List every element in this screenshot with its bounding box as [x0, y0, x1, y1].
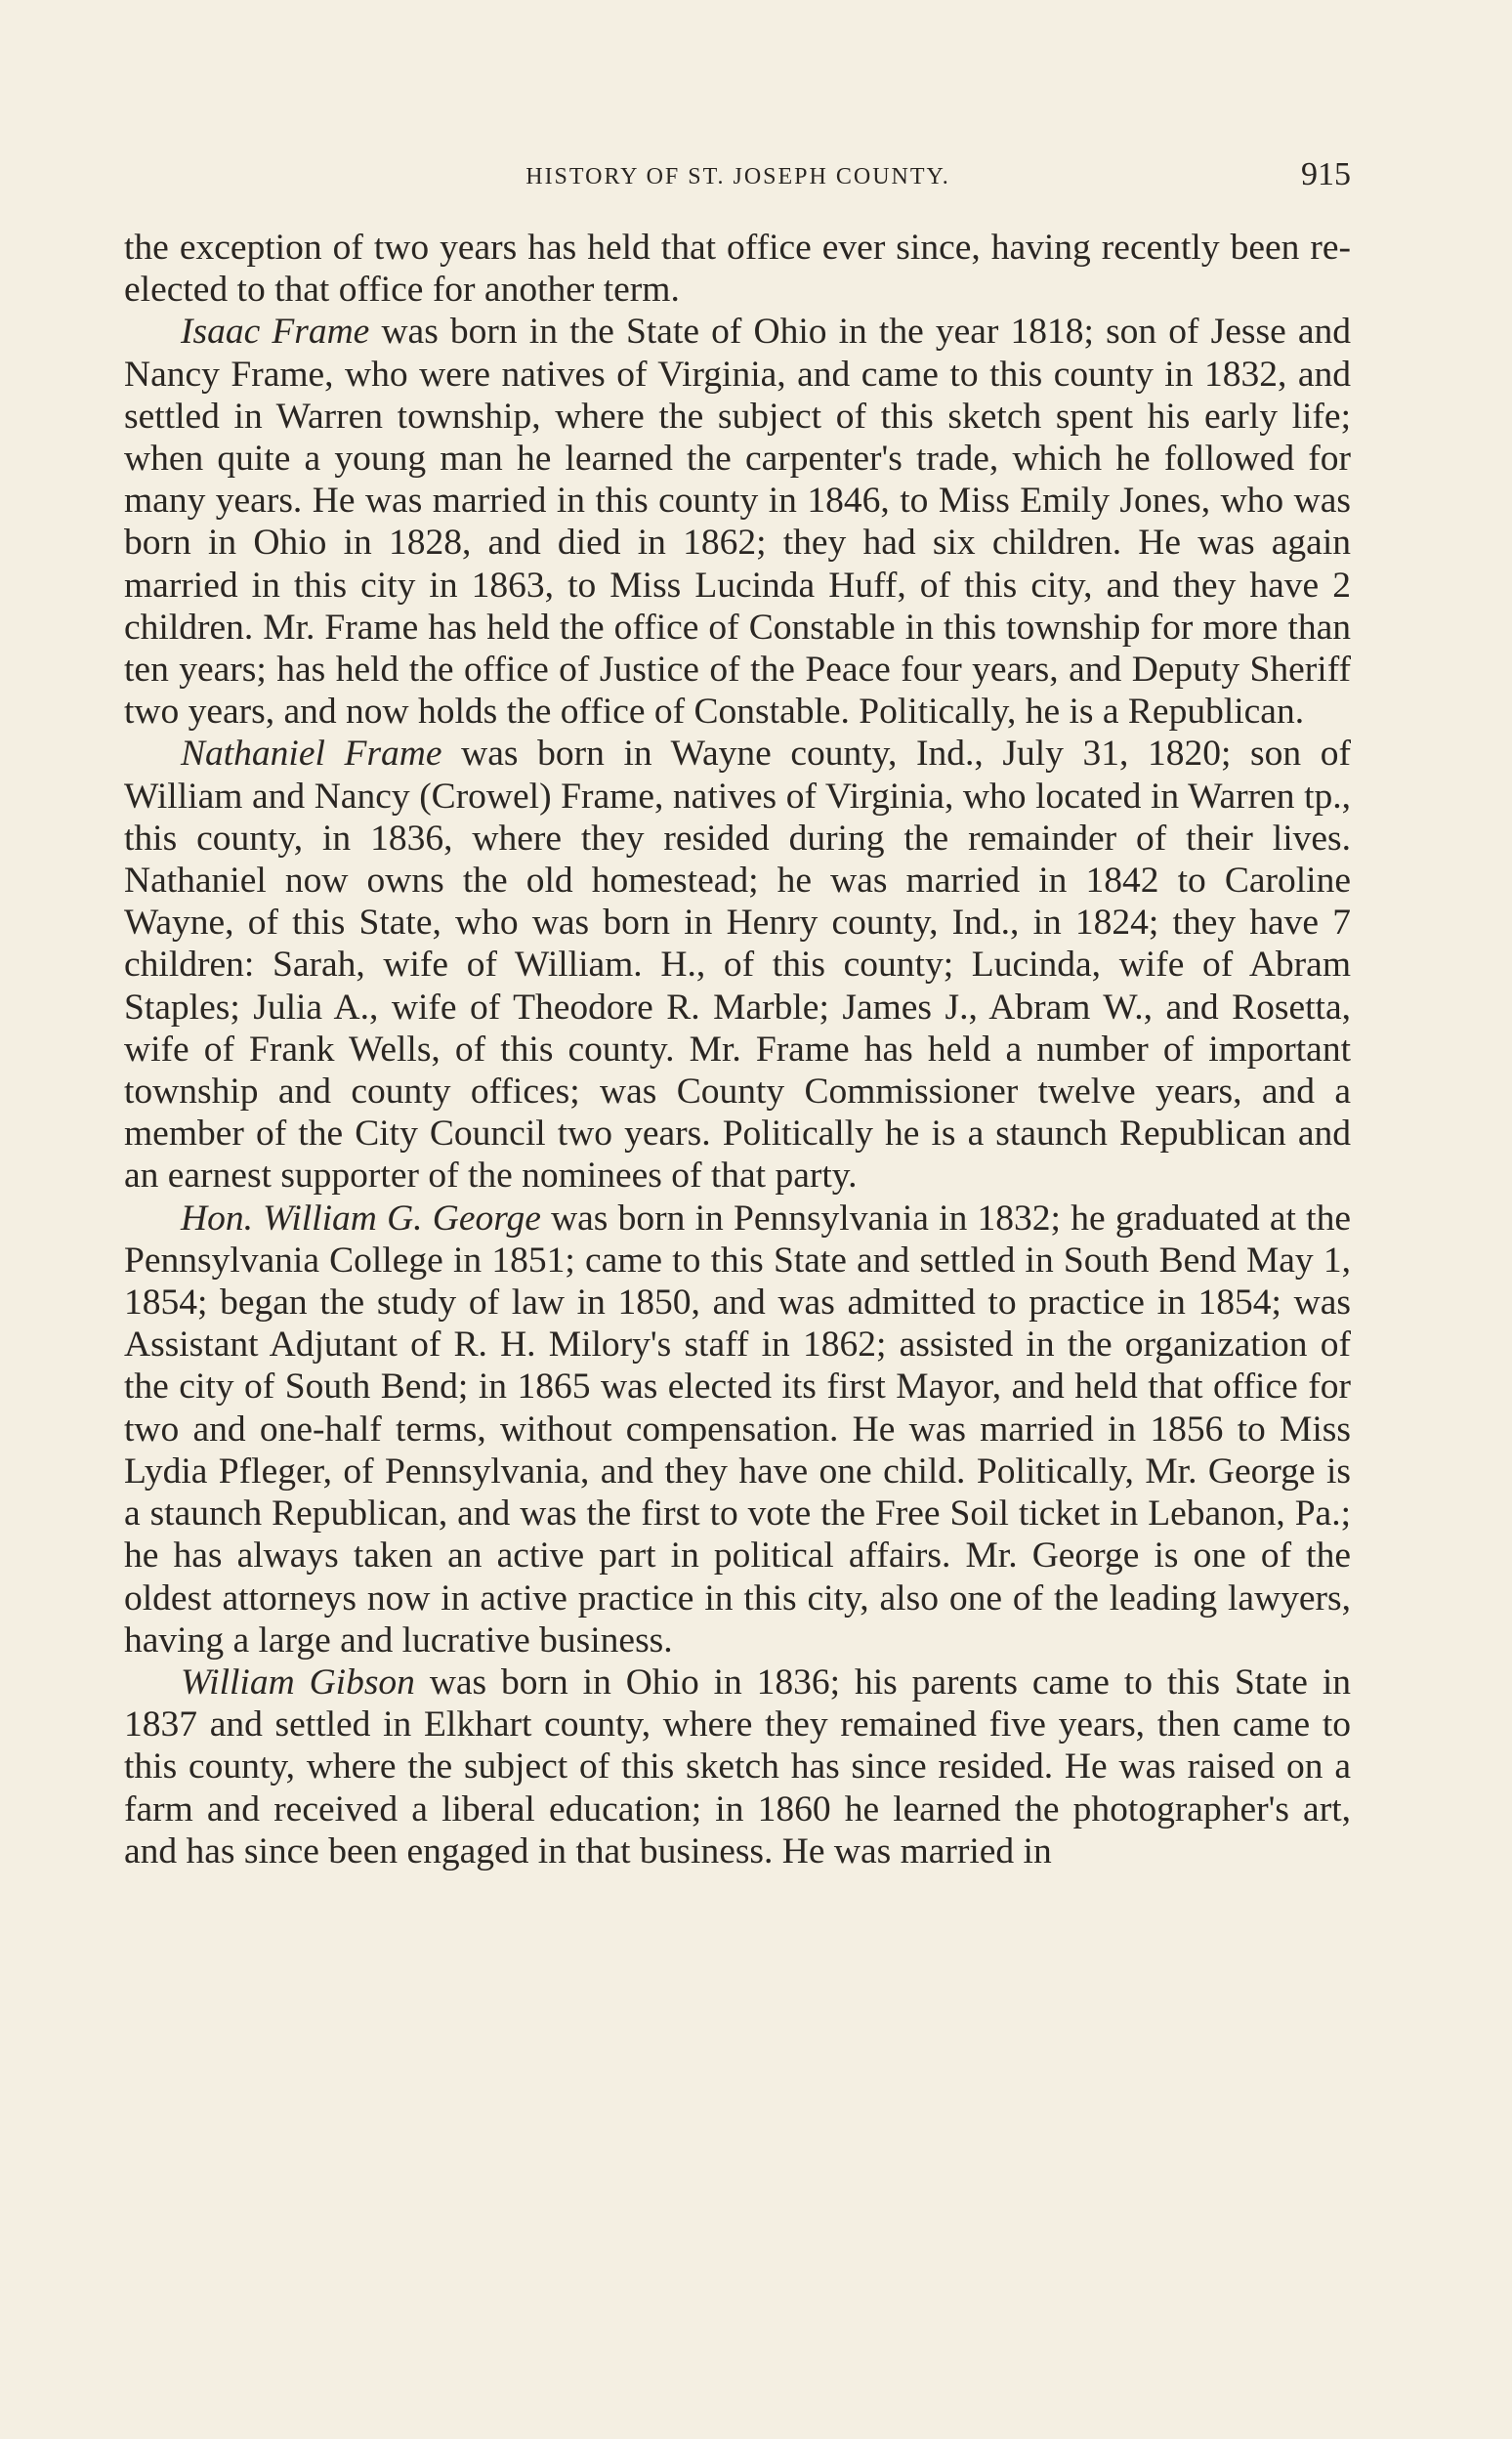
- running-title: HISTORY OF ST. JOSEPH COUNTY.: [525, 164, 950, 189]
- body-text: [124, 227, 1351, 1872]
- biography-name: Nathaniel Frame: [181, 734, 442, 775]
- biography-name: Hon. William G. George: [181, 1198, 541, 1239]
- paragraph-continuation: [124, 227, 1351, 311]
- paragraph-text: was born in Wayne county, Ind., July 31, 1820; son of William and Nancy (Crowel) Frame, natives of Virginia, who located in Warren tp., this county, in 1836, where they resided during the remainder of their lives. Nathaniel now owns the old homestead; he was married in 1842 to Caroline Wayne, of this State, who was born in Henry county, Ind., in 1824; they have 7 children: Sarah, wife of William. H., of this county; Lucinda, wife of Abram Staples; Julia A., wife of Theodore R. Marble; James J., Abram W., and Rosetta, wife of Frank Wells, of this county. Mr. Frame has held a number of important township and county offices; was County Commissioner twelve years, and a member of the City Council two years. Politically he is a staunch Republican and an earnest supporter of the nominees of that party.: [124, 734, 1351, 1197]
- biography-name: William Gibson: [181, 1661, 415, 1703]
- paragraph-nathaniel-frame: [124, 733, 1351, 1197]
- running-head: [125, 156, 1351, 195]
- paragraph-isaac-frame: [124, 311, 1351, 733]
- paragraph-william-g-george: [124, 1198, 1351, 1661]
- paragraph-text: was born in Ohio in 1836; his parents came to this State in 1837 and settled in Elkhart county, where they remained five years, then came to this county, where the subject of this sketch has since resided. He was raised on a farm and received a liberal education; in 1860 he learned the photographer's art, and has since been engaged in that business. He was married in: [124, 1661, 1351, 1871]
- biography-name: Isaac Frame: [181, 312, 370, 353]
- paragraph-text: was born in the State of Ohio in the year 1818; son of Jesse and Nancy Frame, who were natives of Virginia, and came to this county in 1832, and settled in Warren township, where the subject of this sketch spent his early life; when quite a young man he learned the carpenter's trade, which he followed for many years. He was married in this county in 1846, to Miss Emily Jones, who was born in Ohio in 1828, and died in 1862; they had six children. He was again married in this city in 1863, to Miss Lucinda Huff, of this city, and they have 2 children. Mr. Frame has held the office of Constable in this township for more than ten years; has held the office of Justice of the Peace four years, and Deputy Sheriff two years, and now holds the office of Constable. Politically, he is a Republican.: [124, 312, 1352, 733]
- page-number: 915: [1301, 156, 1351, 192]
- paragraph-william-gibson: [124, 1661, 1351, 1872]
- paragraph-text: the exception of two years has held that office ever since, having recently been re-elected to that office for another term.: [124, 228, 1351, 311]
- paragraph-text: was born in Pennsylvania in 1832; he graduated at the Pennsylvania College in 1851; came to this State and settled in South Bend May 1, 1854; began the study of law in 1850, and was admitted to practice in 1854; was Assistant Adjutant of R. H. Milory's staff in 1862; assisted in the organization of the city of South Bend; in 1865 was elected its first Mayor, and held that office for two and one-half terms, without compensation. He was married in 1856 to Miss Lydia Pfleger, of Pennsylvania, and they have one child. Politically, Mr. George is a staunch Republican, and was the first to vote the Free Soil ticket in Lebanon, Pa.; he has always taken an active part in political affairs. Mr. George is one of the oldest attorneys now in active practice in this city, also one of the leading lawyers, having a large and lucrative business.: [124, 1198, 1351, 1661]
